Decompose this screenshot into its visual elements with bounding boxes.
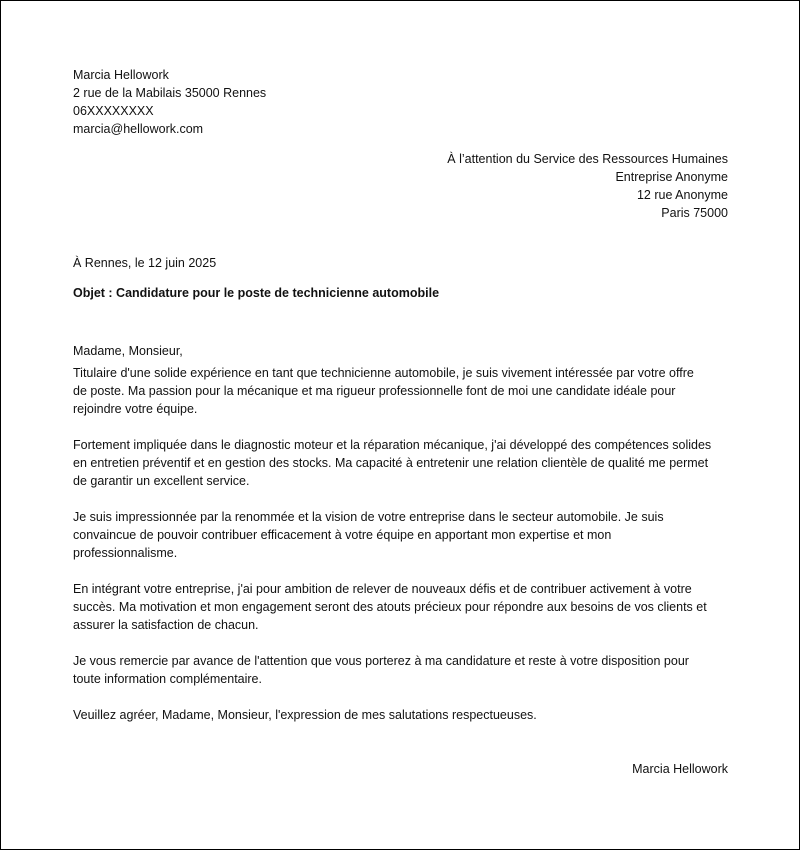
- sender-phone: 06XXXXXXXX: [73, 104, 154, 118]
- recipient-block: [73, 150, 728, 222]
- recipient-street: 12 rue Anonyme: [636, 188, 728, 202]
- paragraph-line: Fortement impliquée dans le diagnostic moteur et la réparation mécanique, j'ai développé des compétences solides: [73, 438, 712, 452]
- paragraph-line: en entretien préventif et en gestion des stocks. Ma capacité à entretenir une relation clientèle de qualité me permet: [73, 456, 709, 470]
- sender-email: marcia@hellowork.com: [73, 122, 204, 136]
- body-paragraph: [73, 364, 728, 418]
- body-paragraph: [73, 508, 728, 562]
- body-paragraph: [73, 436, 728, 490]
- sender-block: [73, 66, 728, 138]
- sender-name: Marcia Hellowork: [73, 68, 169, 82]
- signature: Marcia Hellowork: [632, 762, 728, 776]
- letter-content: [73, 66, 728, 778]
- recipient-company: Entreprise Anonyme: [615, 170, 728, 184]
- subject-line: Objet : Candidature pour le poste de technicienne automobile: [73, 286, 440, 300]
- body-paragraph: [73, 652, 728, 688]
- closing-line: Veuillez agréer, Madame, Monsieur, l'expression de mes salutations respectueuses.: [73, 708, 537, 722]
- paragraph-line: assurer la satisfaction de chacun.: [73, 618, 259, 632]
- paragraph-line: toute information complémentaire.: [73, 672, 262, 686]
- paragraph-line: Je vous remercie par avance de l'attention que vous porterez à ma candidature et reste à votre disposition pour: [73, 654, 689, 668]
- body-paragraph: [73, 580, 728, 634]
- greeting: Madame, Monsieur,: [73, 344, 183, 358]
- paragraph-line: rejoindre votre équipe.: [73, 402, 198, 416]
- paragraph-line: Je suis impressionnée par la renommée et la vision de votre entreprise dans le secteur automobile. Je suis: [73, 510, 664, 524]
- paragraph-line: de garantir un excellent service.: [73, 474, 250, 488]
- paragraph-line: En intégrant votre entreprise, j'ai pour ambition de relever de nouveaux défis et de contribuer activement à votre: [73, 582, 692, 596]
- recipient-city: Paris 75000: [661, 206, 728, 220]
- date-line: À Rennes, le 12 juin 2025: [73, 256, 217, 270]
- paragraph-line: professionnalisme.: [73, 546, 178, 560]
- recipient-attention: À l’attention du Service des Ressources Humaines: [447, 152, 728, 166]
- paragraph-line: Titulaire d'une solide expérience en tant que technicienne automobile, je suis vivement intéressée par votre offre: [73, 366, 694, 380]
- paragraph-line: convaincue de pouvoir contribuer efficacement à votre équipe en apportant mon expertise et mon: [73, 528, 612, 542]
- sender-address: 2 rue de la Mabilais 35000 Rennes: [73, 86, 267, 100]
- paragraph-line: de poste. Ma passion pour la mécanique et ma rigueur professionnelle font de moi une candidate idéale pour: [73, 384, 676, 398]
- paragraph-line: succès. Ma motivation et mon engagement seront des atouts précieux pour répondre aux besoins de vos clients et: [73, 600, 707, 614]
